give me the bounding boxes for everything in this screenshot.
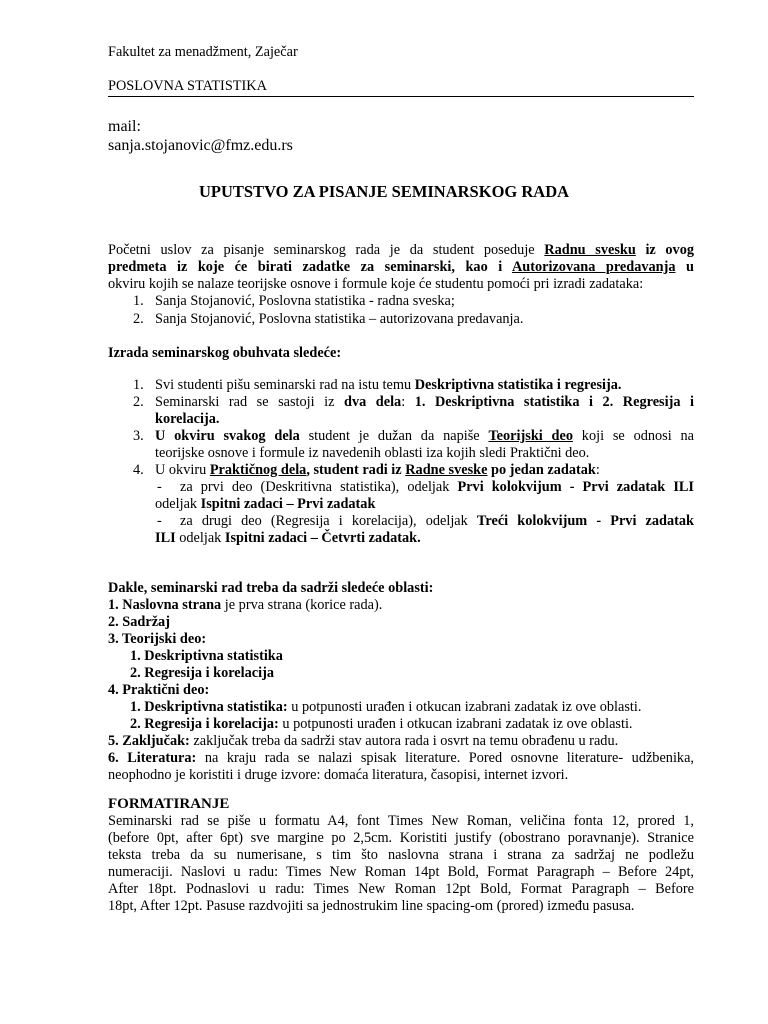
format-line: (before 0pt, after 6pt) sve margine po 2,5cm. Koristiti justify (obostrano poravnanje). Stranice [108, 830, 694, 846]
format-line: numeraciji. Naslovi u radu: Times New Roman 14pt Bold, Format Paragraph – Before 24pt, [108, 864, 694, 880]
outline-item [108, 597, 382, 614]
prakticni-deo-label: Praktičnog dela [209, 462, 307, 478]
list-item-bold: po jedan zadatak [487, 462, 596, 478]
format-line: teksta treba da su numerisane, s tim što naslovna strana i strana za sadržaj ne podležu [108, 847, 694, 863]
list-number: 3. [133, 428, 144, 444]
header-divider [108, 96, 694, 97]
reference-item: Sanja Stojanović, Poslovna statistika – autorizovana predavanja. [155, 311, 524, 327]
faculty-name: Fakultet za menadžment, Zaječar [108, 44, 298, 60]
teorijski-deo-label: Teorijski deo [488, 428, 573, 444]
sub-item-bold: Treći kolokvijum - Prvi zadatak [476, 513, 694, 529]
list-item-continuation: korelacija. [155, 411, 220, 427]
reference-item: Sanja Stojanović, Poslovna statistika - radna sveska; [155, 293, 455, 309]
list-number: 2. [133, 394, 144, 410]
format-line: Seminarski rad se piše u formatu A4, font Times New Roman, veličina fonta 12, prored 1, [108, 813, 694, 829]
sub-item-dash: - [157, 479, 162, 495]
autorizovana-predavanja: Autorizovana predavanja [511, 259, 676, 275]
sub-item-text: za prvi deo (Deskritivna statistika), odeljak [180, 479, 458, 495]
list-item-bold: dva dela [344, 394, 402, 410]
section-heading: FORMATIRANJE [108, 796, 230, 812]
list-number: 1. [133, 377, 144, 393]
outline-item-bold: 1. Deskriptivna statistika: [130, 699, 288, 715]
outline-subitem: 1. Deskriptivna statistika [130, 648, 283, 664]
sub-item-bold: Ispitni zadaci – Prvi zadatak [200, 496, 376, 512]
list-item [155, 377, 622, 394]
page-title: UPUTSTVO ZA PISANJE SEMINARSKOG RADA [198, 182, 570, 201]
format-line: 18pt, After 12pt. Pasuse razdvojiti sa jednostrukim line spacing-om (prored) između pasusa. [108, 898, 635, 914]
sub-item-continuation [155, 496, 375, 513]
intro-line-2 [108, 259, 694, 276]
list-item-text: U okviru [155, 462, 210, 478]
list-item [155, 428, 694, 445]
list-item-text: Svi studenti pišu seminarski rad na istu temu [155, 377, 415, 393]
list-item-bold: , student radi iz [306, 462, 406, 478]
list-item-text: : [401, 394, 415, 410]
sub-item-dash: - [157, 513, 162, 529]
outline-item-bold: 2. Regresija i korelacija: [130, 716, 279, 732]
outline-item-text: u potpunosti urađen i otkucan izabrani zadatak iz ove oblasti. [278, 716, 633, 732]
outline-item: 4. Praktični deo: [108, 682, 210, 698]
list-number: 4. [133, 462, 144, 478]
intro-text-bold: u [675, 259, 694, 275]
radna-sveska-link: Radnu svesku [544, 242, 636, 258]
intro-line-1 [108, 242, 694, 259]
outline-item-text: u potpunosti urađen i otkucan izabrani zadatak iz ove oblasti. [287, 699, 642, 715]
list-item-continuation: teorijske osnove i formule iz navedenih oblasti iza kojih sledi Praktični deo. [155, 445, 590, 461]
list-item-bold: 1. Deskriptivna statistika i 2. Regresija i [414, 394, 694, 410]
outline-subitem [130, 699, 641, 716]
sub-item-text: odeljak [175, 530, 225, 546]
list-item-text: : [595, 462, 600, 478]
list-item [155, 462, 600, 479]
list-item-bold: Deskriptivna statistika i regresija. [414, 377, 622, 393]
outline-item-text: je prva strana (korice rada). [221, 597, 383, 613]
outline-item: 3. Teorijski deo: [108, 631, 207, 647]
outline-item-text: na kraju rada se nalazi spisak literature. Pored osnovne literature- udžbenika, [196, 750, 694, 766]
outline-item-bold: 1. Naslovna strana [108, 597, 222, 613]
sub-item-text: za drugi deo (Regresija i korelacija), odeljak [180, 513, 477, 529]
outline-item [108, 733, 618, 750]
outline-item-bold: 6. Literatura: [108, 750, 197, 766]
sub-item [180, 479, 694, 496]
list-item-text: koji se odnosi na [573, 428, 695, 444]
intro-text-bold: iz ovog [635, 242, 694, 258]
outline-subitem [130, 716, 633, 733]
sub-item-continuation [155, 530, 421, 547]
email-address[interactable]: sanja.stojanovic@fmz.edu.rs [108, 137, 293, 154]
reference-number: 2. [133, 311, 144, 327]
intro-line-3: okviru kojih se nalaze teorijske osnove i formule koje će studentu pomoći pri izradi zadataka: [108, 276, 644, 292]
outline-item: 2. Sadržaj [108, 614, 170, 630]
outline-item-continuation: neophodno je koristiti i druge izvore: domaća literatura, časopisi, internet izvori. [108, 767, 569, 783]
intro-text-bold: predmeta iz koje će birati zadatke za seminarski, kao i [108, 259, 512, 275]
list-item-text: Seminarski rad se sastoji iz [155, 394, 344, 410]
radne-sveske-label: Radne sveske [405, 462, 488, 478]
section-heading: Dakle, seminarski rad treba da sadrži sledeće oblasti: [108, 580, 434, 596]
outline-item-bold: 5. Zaključak: [108, 733, 190, 749]
sub-item-text: odeljak [155, 496, 201, 512]
intro-text: Početni uslov za pisanje seminarskog rada je da student poseduje [108, 242, 545, 258]
sub-item [180, 513, 694, 530]
course-name: POSLOVNA STATISTIKA [108, 78, 267, 94]
sub-item-bold: Ispitni zadaci – Četvrti zadatak. [224, 530, 421, 546]
list-item [155, 394, 694, 411]
sub-item-bold: ILI [155, 530, 176, 546]
mail-label: mail: [108, 118, 141, 135]
list-item-bold: U okviru svakog dela [155, 428, 300, 444]
outline-subitem: 2. Regresija i korelacija [130, 665, 274, 681]
outline-item-text: zaključak treba da sadrži stav autora rada i osvrt na temu obrađenu u radu. [189, 733, 619, 749]
outline-item [108, 750, 694, 767]
reference-number: 1. [133, 293, 144, 309]
format-line: After 18pt. Podnaslovi u radu: Times New Roman 12pt Bold, Format Paragraph – Before [108, 881, 694, 897]
sub-item-bold: Prvi kolokvijum - Prvi zadatak ILI [457, 479, 694, 495]
section-heading: Izrada seminarskog obuhvata sledeće: [108, 345, 342, 361]
list-item-text: student je dužan da napiše [299, 428, 489, 444]
